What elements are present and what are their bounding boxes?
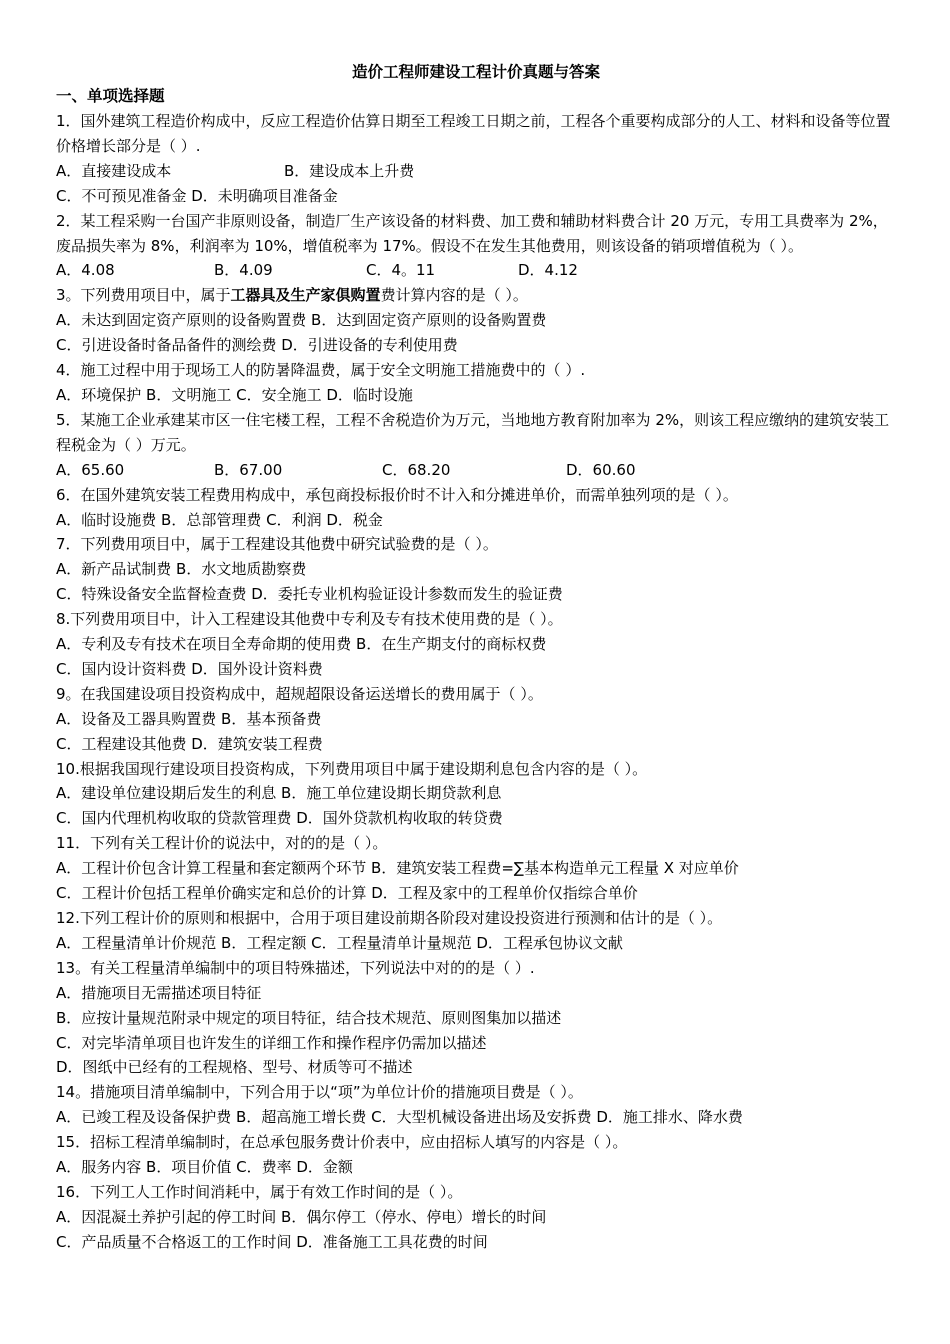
text-line: C．产品质量不合格返工的工作时间 D．准备施工工具花费的时间 xyxy=(56,1232,488,1251)
option-item: D．4.12 xyxy=(518,261,578,280)
text-line: C．工程计价包括工程单价确实定和总价的计算 D．工程及家中的工程单价仅指综合单价 xyxy=(56,884,638,903)
options-row xyxy=(56,159,896,184)
text-line: A．未达到固定资产原则的设备购置费 B．达到固定资产原则的设备购置费 xyxy=(56,311,547,330)
options-row xyxy=(56,258,896,283)
text-line: A．专利及专有技术在项目全寿命期的使用费 B．在生产期支付的商标权费 xyxy=(56,635,547,654)
text-line: A．临时设施费 B．总部管理费 C．利润 D．税金 xyxy=(56,510,383,529)
text-line: 7．下列费用项目中，属于工程建设其他费中研究试验费的是（ ）。 xyxy=(56,535,498,554)
option-item: A．4.08 xyxy=(56,261,115,280)
text-line: 4．施工过程中用于现场工人的防暑降温费，属于安全文明施工措施费中的（ ）. xyxy=(56,361,586,380)
text-line: 10.根据我国现行建设项目投资构成，下列费用项目中属于建设期利息包含内容的是（ ）。 xyxy=(56,759,648,778)
bold-phrase: 工器具及生产家俱购置 xyxy=(230,286,381,305)
document-page xyxy=(56,60,896,1255)
text-line: C．特殊设备安全监督检查费 D．委托专业机构验证设计参数而发生的验证费 xyxy=(56,585,563,604)
option-item: B．67.00 xyxy=(214,460,283,479)
text-line: 12.下列工程计价的原则和根据中，合用于项目建设前期各阶段对建设投资进行预测和估计的是（ ）。 xyxy=(56,909,723,927)
text-line: 1．国外建筑工程造价构成中，反应工程造价估算日期至工程竣工日期之前，工程各个重要构成部分的人工、材料和设备等位置价格增长部分是（ ）. xyxy=(56,112,891,155)
option-item: B．4.09 xyxy=(214,261,273,280)
text-line xyxy=(56,283,896,308)
text-line: 8.下列费用项目中，计入工程建设其他费中专利及专有技术使用费的是（ ）。 xyxy=(56,610,563,629)
text-line: A．已竣工程及设备保护费 B．超高施工增长费 C．大型机械设备进出场及安拆费 D．施工排水、降水费 xyxy=(56,1108,743,1127)
text-line: A．环境保护 B．文明施工 C．安全施工 D．临时设施 xyxy=(56,385,413,404)
text-line: C．对完毕清单项目也许发生的详细工作和操作程序仍需加以描述 xyxy=(56,1033,487,1052)
text-line: 15．招标工程清单编制时，在总承包服务费计价表中，应由招标人填写的内容是（ ）。 xyxy=(56,1133,628,1152)
text-line: A．工程计价包含计算工程量和套定额两个环节 B．建筑安装工程费=∑基本构造单元工程量 X 对应单价 xyxy=(56,859,739,878)
text-line: A．服务内容 B．项目价值 C．费率 D．金额 xyxy=(56,1158,353,1177)
section-heading: 一、单项选择题 xyxy=(56,87,165,105)
text-line: C．国内设计资料费 D．国外设计资料费 xyxy=(56,659,323,678)
option-item: B．建设成本上升费 xyxy=(284,161,415,180)
text-line: C．工程建设其他费 D．建筑安装工程费 xyxy=(56,734,323,753)
text-line: 2．某工程采购一台国产非原则设备，制造厂生产该设备的材料费、加工费和辅助材料费合计 20 万元，专用工具费率为 2%，废品损失率为 8%，利润率为 10%，增值税率为 17%。假设不在发生其他费用，则该设备的销项增值税为（ ）。 xyxy=(56,211,888,255)
text-line: 16．下列工人工作时间消耗中，属于有效工作时间的是（ ）。 xyxy=(56,1182,463,1201)
text-line: A．工程量清单计价规范 B．工程定额 C．工程量清单计量规范 D．工程承包协议文献 xyxy=(56,933,623,952)
text-line: 9。在我国建设项目投资构成中，超规超限设备运送增长的费用属于（ ）。 xyxy=(56,684,543,703)
document-title: 造价工程师建设工程计价真题与答案 xyxy=(351,63,600,81)
text-line: A．设备及工器具购置费 B．基本预备费 xyxy=(56,709,322,728)
text-line: D．图纸中已经有的工程规格、型号、材质等可不描述 xyxy=(56,1058,413,1077)
text-line: 14。措施项目清单编制中，下列合用于以“项”为单位计价的措施项目费是（ ）。 xyxy=(56,1083,583,1102)
text-line: A．因混凝土养护引起的停工时间 B．偶尔停工（停水、停电）增长的时间 xyxy=(56,1207,547,1226)
option-item: A．65.60 xyxy=(56,460,125,479)
option-item: C．4。11 xyxy=(366,261,436,280)
text-line: A．新产品试制费 B．水文地质勘察费 xyxy=(56,560,307,579)
text-line: C．引进设备时备品备件的测绘费 D．引进设备的专利使用费 xyxy=(56,336,458,355)
options-row xyxy=(56,458,896,483)
text-line: 11．下列有关工程计价的说法中，对的的是（ ）。 xyxy=(56,834,388,853)
text-span: 3。下列费用项目中，属于 xyxy=(56,286,231,305)
text-line: C．不可预见准备金 D．未明确项目准备金 xyxy=(56,186,338,205)
text-line: A．建设单位建设期后发生的利息 B．施工单位建设期长期贷款利息 xyxy=(56,784,502,803)
question-list xyxy=(56,109,896,1255)
text-line: 13。有关工程量清单编制中的项目特殊描述，下列说法中对的的是（ ）. xyxy=(56,958,535,977)
text-line: A．措施项目无需描述项目特征 xyxy=(56,983,262,1002)
text-span: 费计算内容的是（ ）。 xyxy=(380,286,528,305)
option-item: C．68.20 xyxy=(382,460,451,479)
option-item: A．直接建设成本 xyxy=(56,161,172,180)
text-line: C．国内代理机构收取的贷款管理费 D．国外贷款机构收取的转贷费 xyxy=(56,809,503,828)
option-item: D．60.60 xyxy=(566,460,636,479)
text-line: 6．在国外建筑安装工程费用构成中，承包商投标报价时不计入和分摊进单价，而需单独列项的是（ ）。 xyxy=(56,485,738,504)
text-line: 5．某施工企业承建某市区一住宅楼工程，工程不舍税造价为万元，当地地方教育附加率为 2%，则该工程应缴纳的建筑安装工程税金为（ ）万元。 xyxy=(56,410,890,454)
text-line: B．应按计量规范附录中规定的项目特征，结合技术规范、原则图集加以描述 xyxy=(56,1008,562,1027)
